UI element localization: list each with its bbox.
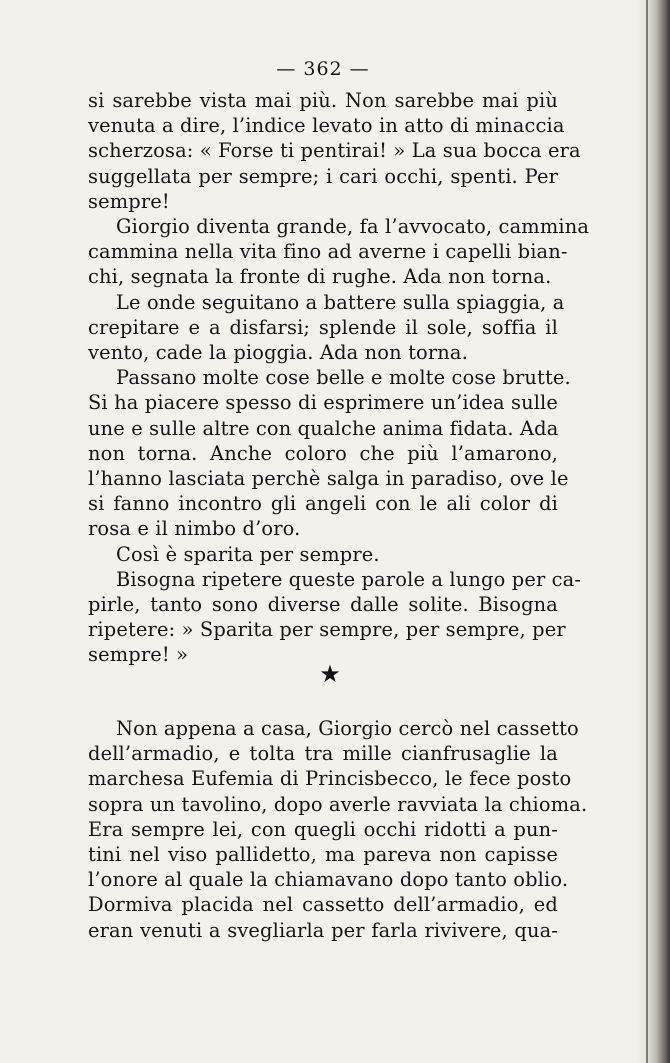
text-line: l’hanno lasciata perchè salga in paradiso, ove le	[88, 467, 569, 491]
text-line: cammina nella vita fino ad averne i capelli bian-	[88, 240, 568, 264]
page-edge-shadow	[636, 0, 670, 1063]
text-line: tini nel viso pallidetto, ma pareva non capisse	[88, 843, 558, 867]
text-line: pirle, tanto sono diverse dalle solite. Bisogna	[88, 593, 558, 617]
text-line: scherzosa: « Forse ti pentirai! » La sua bocca era	[88, 139, 581, 163]
text-line: venuta a dire, l’indice levato in atto di minaccia	[88, 114, 565, 138]
paragraph-start-line: Passano molte cose belle e molte cose brutte.	[116, 366, 571, 390]
paragraph-start-line: Bisogna ripetere queste parole a lungo per ca-	[116, 567, 582, 591]
text-line: eran venuti a svegliarla per farla rivivere, qua-	[88, 918, 558, 942]
text-line: si sarebbe vista mai più. Non sarebbe mai più	[88, 89, 558, 112]
text-line: non torna. Anche coloro che più l’amarono,	[88, 441, 558, 465]
text-line: chi, segnata la fronte di rughe. Ada non torna.	[88, 265, 552, 289]
text-section-one	[88, 88, 590, 668]
paragraph-start-line: Così è sparita per sempre.	[116, 542, 380, 566]
text-line: si fanno incontro gli angeli con le ali color di	[88, 492, 558, 516]
text-line: marchesa Eufemia di Princisbecco, le fece posto	[88, 767, 572, 791]
text-line: Era sempre lei, con quegli occhi ridotti a pun-	[88, 817, 558, 841]
text-line: suggellata per sempre; i cari occhi, spenti. Per	[88, 164, 558, 188]
text-line: rosa e il nimbo d’oro.	[88, 517, 301, 541]
text-line: Dormiva placida nel cassetto dell’armadio, ed	[88, 893, 558, 917]
text-line: dell’armadio, e tolta tra mille cianfrusaglie la	[88, 742, 558, 766]
paragraph-start-line: Giorgio diventa grande, fa l’avvocato, cammina	[116, 215, 590, 239]
text-line: ripetere: » Sparita per sempre, per sempre, per	[88, 618, 566, 642]
text-line: crepitare e a disfarsi; splende il sole, soffia il	[88, 315, 558, 339]
text-line: l’onore al quale la chiamavano dopo tanto oblio.	[88, 868, 569, 892]
text-line: sempre!	[88, 189, 170, 213]
text-section-two	[88, 716, 588, 943]
text-line: une e sulle altre con qualche anima fidata. Ada	[88, 416, 559, 440]
paragraph-start-line: Non appena a casa, Giorgio cercò nel cassetto	[116, 717, 579, 740]
paragraph-start-line: Le onde seguitano a battere sulla spiaggia, a	[116, 290, 565, 314]
text-line: sempre! »	[88, 643, 189, 667]
text-line: Si ha piacere spesso di esprimere un’idea sulle	[88, 391, 559, 415]
text-line: sopra un tavolino, dopo averle ravviata la chioma.	[88, 792, 588, 816]
page-number: — 362 —	[276, 58, 370, 80]
text-line: vento, cade la pioggia. Ada non torna.	[88, 341, 468, 365]
section-separator-star-icon: ★	[319, 660, 341, 688]
